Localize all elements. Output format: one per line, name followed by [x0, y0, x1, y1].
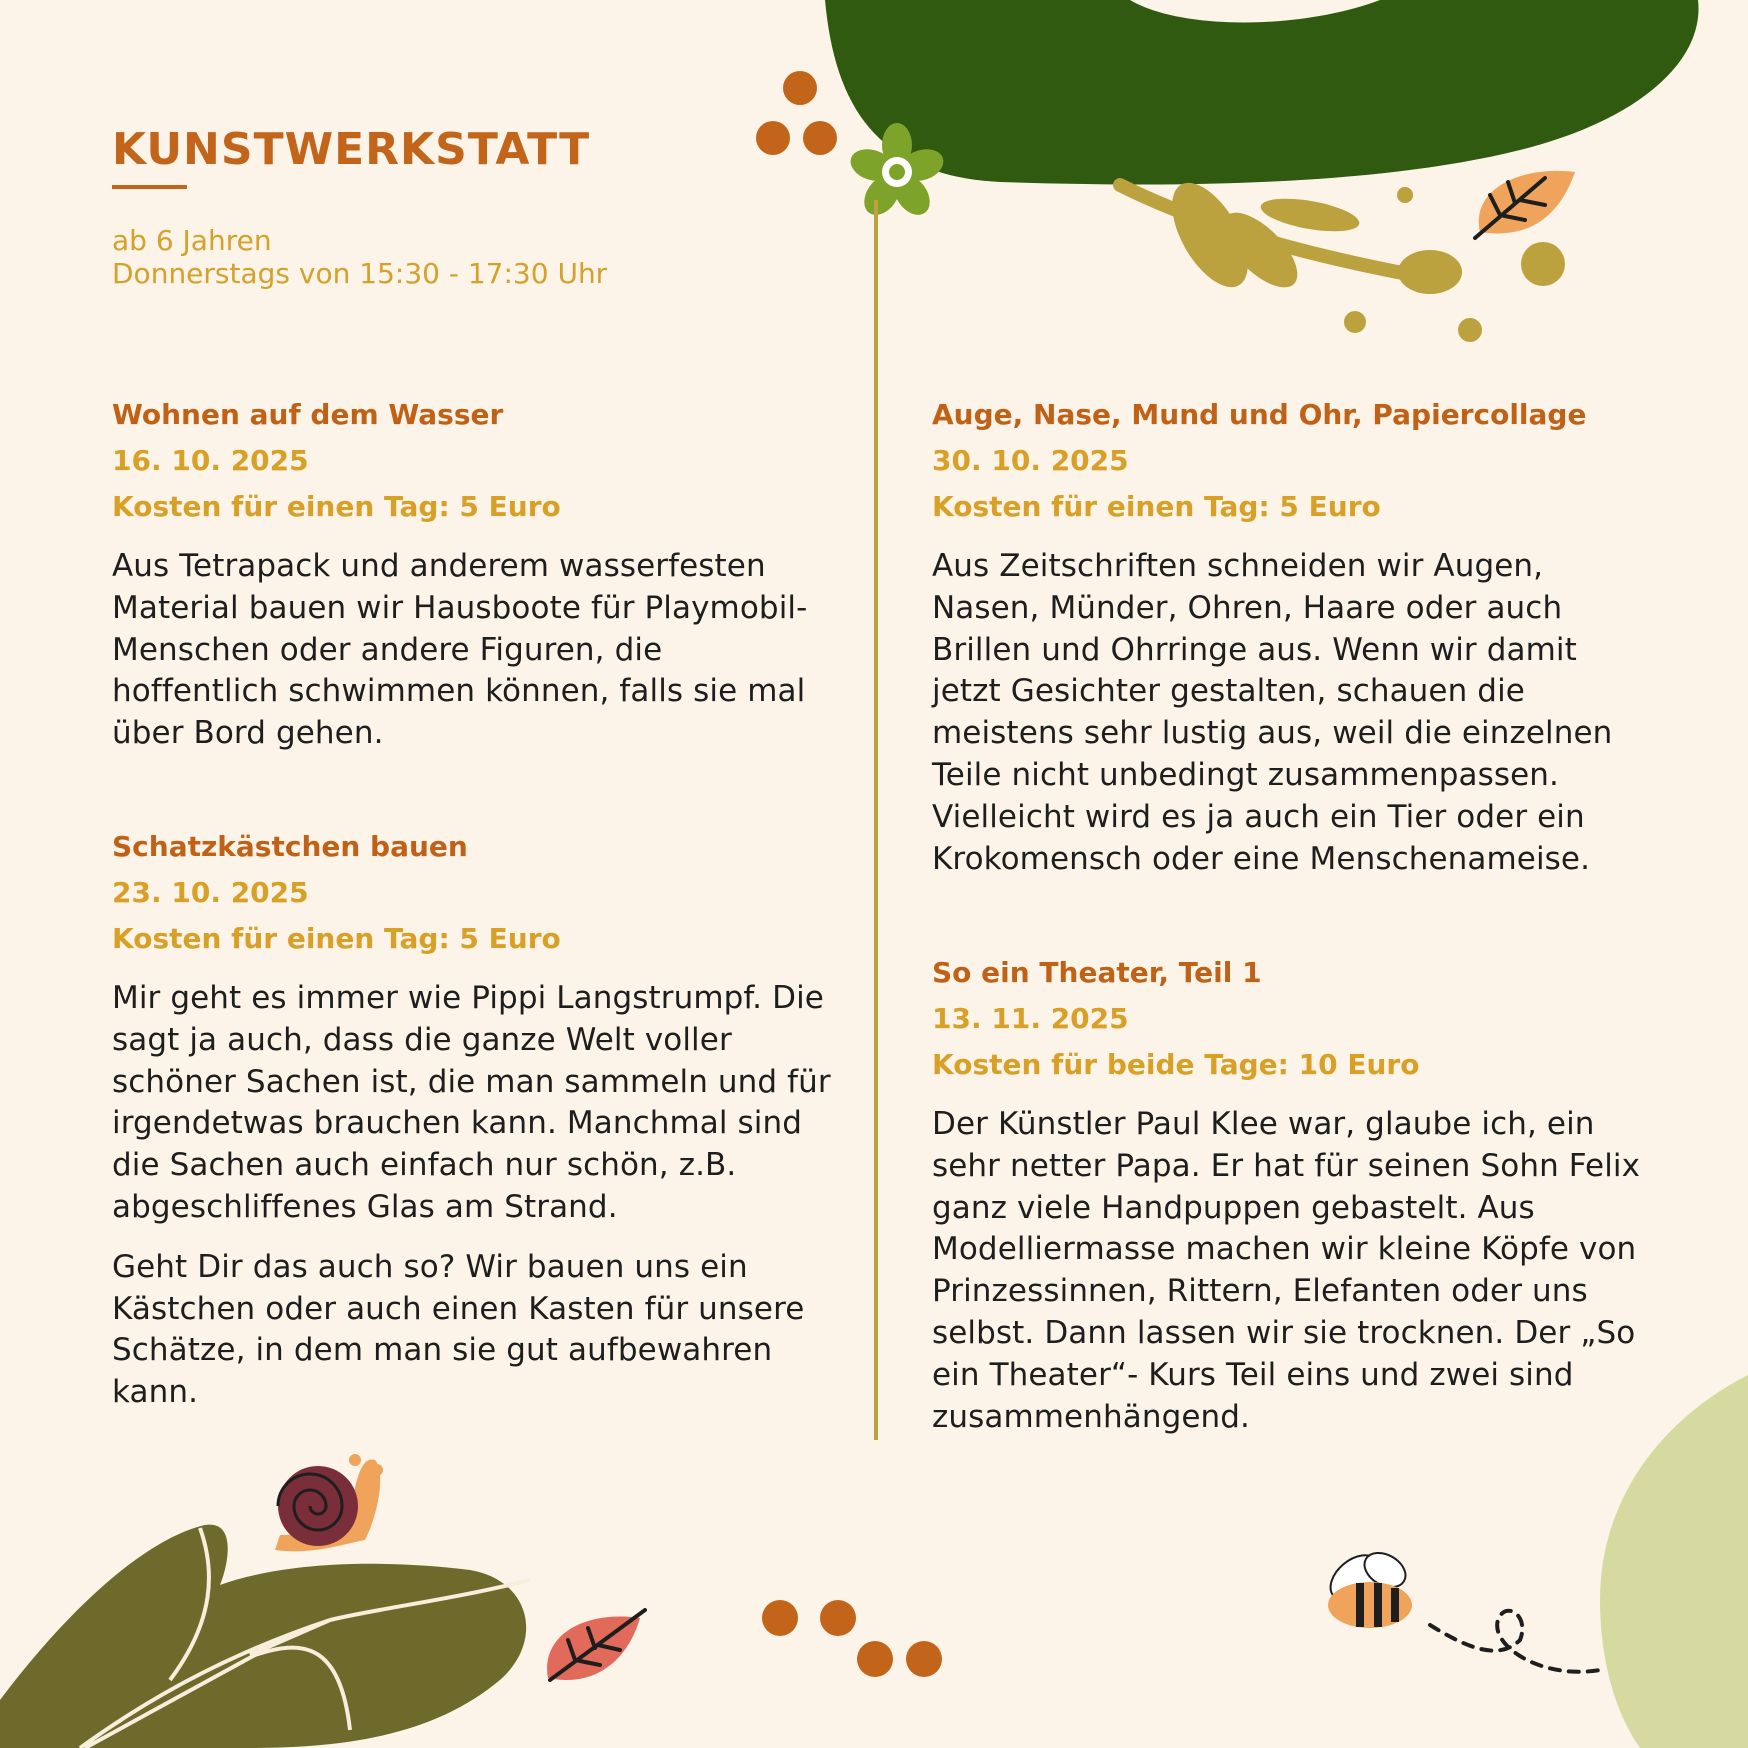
- top-green-blob: [825, 0, 1699, 184]
- event-description: Aus Tetrapack und anderem wasserfesten Material bauen wir Hausboote für Playmobil- Menschen oder andere Figuren, die hoffentlich schwimmen können, falls sie mal über Bord gehen.: [112, 548, 808, 752]
- berry-dots: [762, 1600, 942, 1677]
- age-info: ab 6 Jahren: [112, 224, 272, 257]
- event-cost: Kosten für einen Tag: 5 Euro: [932, 490, 1381, 523]
- event-title: So ein Theater, Teil 1: [932, 956, 1262, 989]
- event-date: 30. 10. 2025: [932, 444, 1129, 477]
- event-description: Aus Zeitschriften schneiden wir Augen, Nasen, Münder, Ohren, Haare oder auch Brillen und Ohrringe aus. Wenn wir damit jetzt Gesichter gestalten, schauen die meistens sehr lustig aus, weil die einzelnen Teile nicht unbedingt zusammenpassen. Vielleicht wird es ja auch ein Tier oder ein Krokomensch oder eine Menschenameise.: [932, 548, 1613, 877]
- event-date: 23. 10. 2025: [112, 876, 309, 909]
- event-description: Der Künstler Paul Klee war, glaube ich, ein sehr netter Papa. Er hat für seinen Sohn Felix ganz viele Handpuppen gebastelt. Aus Modelliermasse machen wir kleine Köpfe von Prinzessinnen, Rittern, Elefanten oder uns selbst. Dann lassen wir sie trocknen. Der „So ein Theater“- Kurs Teil eins und zwei sind zusammenhängend.: [932, 1106, 1641, 1435]
- event-cost: Kosten für einen Tag: 5 Euro: [112, 922, 561, 955]
- title-underline: [112, 185, 187, 189]
- event-card: [932, 392, 1652, 880]
- event-card: [932, 950, 1652, 1438]
- schedule-info: Donnerstags von 15:30 - 17:30 Uhr: [112, 257, 608, 290]
- event-card: [112, 392, 832, 755]
- berry-dots: [756, 71, 837, 155]
- snail-icon: [275, 1454, 383, 1551]
- event-cost: Kosten für einen Tag: 5 Euro: [112, 490, 561, 523]
- bee-icon: [1322, 1546, 1412, 1628]
- big-leaf: [0, 1525, 530, 1748]
- page-title: KUNSTWERKSTATT: [112, 124, 591, 175]
- event-date: 16. 10. 2025: [112, 444, 309, 477]
- event-title: Wohnen auf dem Wasser: [112, 398, 504, 431]
- event-description-2: Geht Dir das auch so? Wir bauen uns ein Kästchen oder auch einen Kasten für unsere Schätze, in dem man sie gut aufbewahren kann.: [112, 1248, 805, 1411]
- column-divider: [874, 200, 878, 1440]
- event-description: Mir geht es immer wie Pippi Langstrumpf. Die sagt ja auch, dass die ganze Welt voller schöner Sachen ist, die man sammeln und für irgendetwas brauchen kann. Manchmal sind die Sachen auch einfach nur schön, z.B. abgeschliffenes Glas am Strand.: [112, 980, 831, 1225]
- dashed-flight-path: [1430, 1611, 1600, 1672]
- event-title: Schatzkästchen bauen: [112, 830, 468, 863]
- event-card: [112, 824, 832, 1414]
- event-cost: Kosten für beide Tage: 10 Euro: [932, 1048, 1420, 1081]
- red-leaf-icon: [547, 1610, 645, 1680]
- event-date: 13. 11. 2025: [932, 1002, 1129, 1035]
- orange-leaf-icon: [1475, 171, 1575, 238]
- event-title: Auge, Nase, Mund und Ohr, Papiercollage: [932, 398, 1587, 431]
